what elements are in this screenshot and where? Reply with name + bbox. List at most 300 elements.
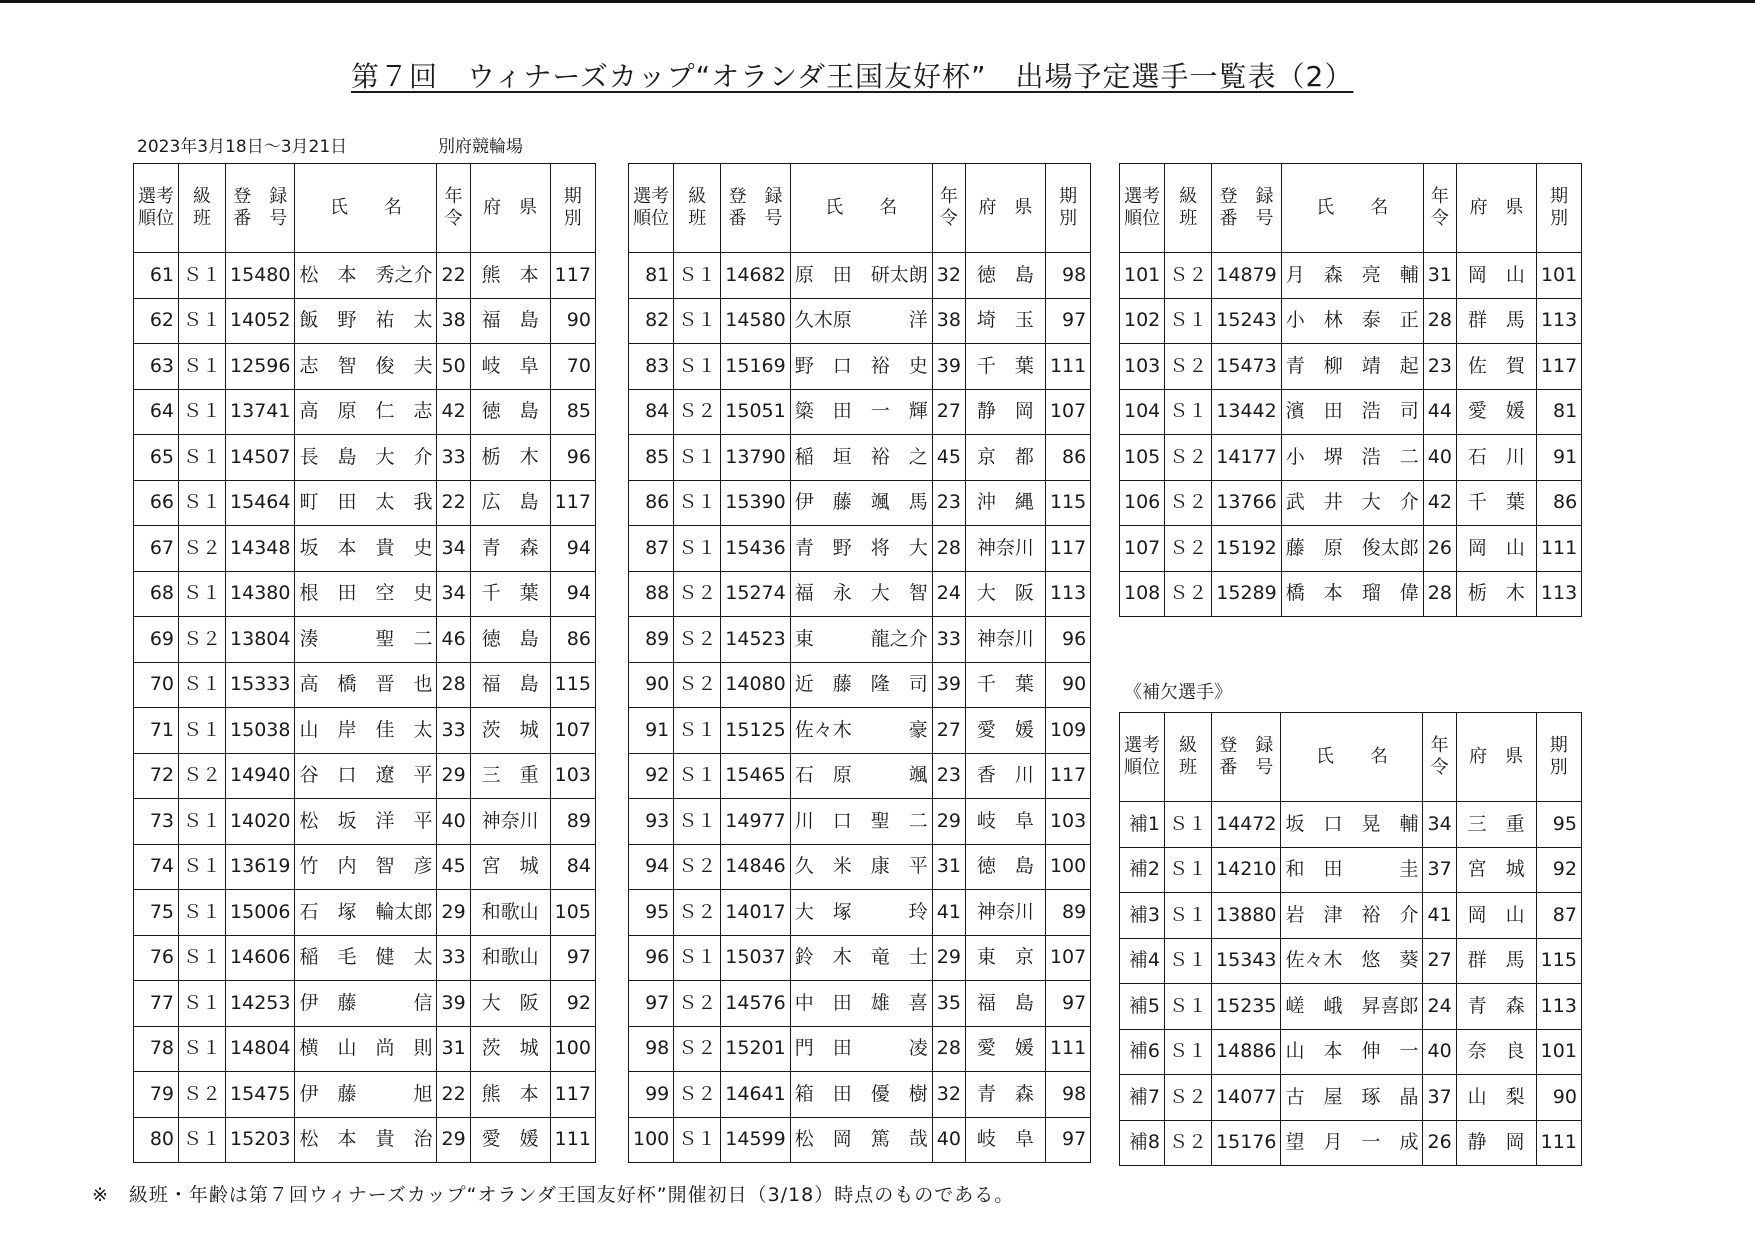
prefecture-cell: 三 重 xyxy=(1456,802,1536,848)
term-cell: 90 xyxy=(1045,662,1090,708)
rank-cell: 100 xyxy=(629,1117,674,1163)
rider-name-cell: 青 柳 靖 起 xyxy=(1281,344,1423,390)
header-rank: 選考 順位 xyxy=(1120,164,1165,253)
term-cell: 100 xyxy=(1045,844,1090,890)
term-cell: 89 xyxy=(1045,890,1090,936)
prefecture-cell: 神奈川 xyxy=(470,799,550,845)
prefecture-cell: 茨 城 xyxy=(470,708,550,754)
class-cell: Ｓ１ xyxy=(179,935,226,981)
age-cell: 28 xyxy=(1423,571,1456,617)
header-age: 年 令 xyxy=(1423,164,1456,253)
rank-cell: 82 xyxy=(629,298,674,344)
rider-name-cell: 谷 口 遼 平 xyxy=(295,753,437,799)
age-cell: 22 xyxy=(437,1072,470,1118)
registration-number-cell: 14380 xyxy=(226,571,295,617)
registration-number-cell: 13880 xyxy=(1212,893,1281,939)
prefecture-cell: 愛 媛 xyxy=(1456,389,1536,435)
term-cell: 115 xyxy=(550,662,595,708)
table-row xyxy=(629,389,1091,435)
rider-name-cell: 古 屋 琢 晶 xyxy=(1281,1075,1423,1121)
age-cell: 39 xyxy=(932,344,965,390)
prefecture-cell: 神奈川 xyxy=(965,617,1045,663)
class-cell: Ｓ１ xyxy=(674,526,721,572)
term-cell: 101 xyxy=(1536,253,1581,299)
rider-name-cell: 松 坂 洋 平 xyxy=(295,799,437,845)
class-cell: Ｓ１ xyxy=(179,480,226,526)
term-cell: 103 xyxy=(550,753,595,799)
prefecture-cell: 福 島 xyxy=(470,298,550,344)
prefecture-cell: 徳 島 xyxy=(470,389,550,435)
table-row xyxy=(629,890,1091,936)
rider-name-cell: 原 田 研太朗 xyxy=(790,253,932,299)
term-cell: 115 xyxy=(1045,480,1090,526)
class-cell: Ｓ１ xyxy=(179,844,226,890)
table-row xyxy=(629,344,1091,390)
term-cell: 113 xyxy=(1536,571,1581,617)
age-cell: 33 xyxy=(437,935,470,981)
rank-cell: 92 xyxy=(629,753,674,799)
substitute-section-label: 《補欠選手》 xyxy=(1124,682,1232,703)
rank-cell: 94 xyxy=(629,844,674,890)
class-cell: Ｓ２ xyxy=(1165,435,1212,481)
table-row xyxy=(629,662,1091,708)
registration-number-cell: 14879 xyxy=(1212,253,1281,299)
prefecture-cell: 千 葉 xyxy=(965,344,1045,390)
term-cell: 92 xyxy=(1536,847,1581,893)
age-cell: 45 xyxy=(437,844,470,890)
rank-cell: 102 xyxy=(1120,298,1165,344)
header-registration-number: 登 録 番 号 xyxy=(1212,164,1281,253)
term-cell: 101 xyxy=(1536,1029,1581,1075)
term-cell: 98 xyxy=(1045,253,1090,299)
rank-cell: 86 xyxy=(629,480,674,526)
rider-name-cell: 山 本 伸 一 xyxy=(1281,1029,1423,1075)
roster-table-61-80 xyxy=(133,163,596,1163)
registration-number-cell: 13804 xyxy=(226,617,295,663)
registration-number-cell: 15473 xyxy=(1212,344,1281,390)
class-cell: Ｓ１ xyxy=(674,1117,721,1163)
table-row xyxy=(1120,938,1582,984)
table-row xyxy=(629,526,1091,572)
term-cell: 117 xyxy=(1536,344,1581,390)
registration-number-cell: 14017 xyxy=(721,890,790,936)
table-row xyxy=(134,708,596,754)
age-cell: 29 xyxy=(932,935,965,981)
class-cell: Ｓ２ xyxy=(674,890,721,936)
age-cell: 40 xyxy=(1423,435,1456,481)
term-cell: 100 xyxy=(550,1026,595,1072)
prefecture-cell: 石 川 xyxy=(1456,435,1536,481)
rank-cell: 65 xyxy=(134,435,179,481)
rider-name-cell: 門 田 凌 xyxy=(790,1026,932,1072)
rank-cell: 101 xyxy=(1120,253,1165,299)
rider-name-cell: 佐々木 悠 葵 xyxy=(1281,938,1423,984)
prefecture-cell: 愛 媛 xyxy=(965,708,1045,754)
rank-cell: 68 xyxy=(134,571,179,617)
class-cell: Ｓ１ xyxy=(1165,984,1212,1030)
age-cell: 39 xyxy=(932,662,965,708)
term-cell: 107 xyxy=(1045,389,1090,435)
registration-number-cell: 15006 xyxy=(226,890,295,936)
rider-name-cell: 松 本 貴 治 xyxy=(295,1117,437,1163)
prefecture-cell: 徳 島 xyxy=(470,617,550,663)
class-cell: Ｓ１ xyxy=(179,981,226,1027)
rider-name-cell: 望 月 一 成 xyxy=(1281,1120,1423,1166)
prefecture-cell: 青 森 xyxy=(1456,984,1536,1030)
rider-name-cell: 岩 津 裕 介 xyxy=(1281,893,1423,939)
rank-cell: 95 xyxy=(629,890,674,936)
table-row xyxy=(134,435,596,481)
table-row xyxy=(134,935,596,981)
rank-cell: 76 xyxy=(134,935,179,981)
term-cell: 111 xyxy=(1045,344,1090,390)
term-cell: 117 xyxy=(550,253,595,299)
term-cell: 86 xyxy=(1536,480,1581,526)
table-row xyxy=(1120,253,1582,299)
age-cell: 26 xyxy=(1423,1120,1456,1166)
age-cell: 34 xyxy=(437,571,470,617)
term-cell: 81 xyxy=(1536,389,1581,435)
rider-name-cell: 川 口 聖 二 xyxy=(790,799,932,845)
rider-name-cell: 飯 野 祐 太 xyxy=(295,298,437,344)
age-cell: 27 xyxy=(1423,938,1456,984)
rank-cell: 85 xyxy=(629,435,674,481)
term-cell: 117 xyxy=(550,1072,595,1118)
table-row xyxy=(629,981,1091,1027)
class-cell: Ｓ１ xyxy=(1165,1029,1212,1075)
registration-number-cell: 14846 xyxy=(721,844,790,890)
rider-name-cell: 和 田 圭 xyxy=(1281,847,1423,893)
rider-name-cell: 藤 原 俊太郎 xyxy=(1281,526,1423,572)
prefecture-cell: 福 島 xyxy=(965,981,1045,1027)
rider-name-cell: 稲 垣 裕 之 xyxy=(790,435,932,481)
rank-cell: 87 xyxy=(629,526,674,572)
rider-name-cell: 鈴 木 竜 士 xyxy=(790,935,932,981)
prefecture-cell: 徳 島 xyxy=(965,844,1045,890)
age-cell: 29 xyxy=(932,799,965,845)
registration-number-cell: 15480 xyxy=(226,253,295,299)
term-cell: 115 xyxy=(1536,938,1581,984)
registration-number-cell: 15201 xyxy=(721,1026,790,1072)
table-row xyxy=(1120,389,1582,435)
rank-cell: 108 xyxy=(1120,571,1165,617)
age-cell: 39 xyxy=(437,981,470,1027)
rank-cell: 74 xyxy=(134,844,179,890)
prefecture-cell: 山 梨 xyxy=(1456,1075,1536,1121)
prefecture-cell: 愛 媛 xyxy=(470,1117,550,1163)
registration-number-cell: 14576 xyxy=(721,981,790,1027)
prefecture-cell: 千 葉 xyxy=(470,571,550,617)
table-row xyxy=(1120,298,1582,344)
term-cell: 87 xyxy=(1536,893,1581,939)
rank-cell: 97 xyxy=(629,981,674,1027)
registration-number-cell: 14052 xyxy=(226,298,295,344)
rider-name-cell: 佐々木 豪 xyxy=(790,708,932,754)
registration-number-cell: 14472 xyxy=(1212,802,1281,848)
rank-cell: 83 xyxy=(629,344,674,390)
event-venue: 別府競輪場 xyxy=(438,137,523,157)
rider-name-cell: 野 口 裕 史 xyxy=(790,344,932,390)
term-cell: 94 xyxy=(550,571,595,617)
header-class: 級 班 xyxy=(179,164,226,253)
rider-name-cell: 簗 田 一 輝 xyxy=(790,389,932,435)
class-cell: Ｓ１ xyxy=(179,1117,226,1163)
rank-cell: 66 xyxy=(134,480,179,526)
header-class: 級 班 xyxy=(674,164,721,253)
prefecture-cell: 広 島 xyxy=(470,480,550,526)
age-cell: 29 xyxy=(437,753,470,799)
age-cell: 28 xyxy=(1423,298,1456,344)
registration-number-cell: 15235 xyxy=(1212,984,1281,1030)
table-row xyxy=(134,844,596,890)
term-cell: 107 xyxy=(550,708,595,754)
registration-number-cell: 15037 xyxy=(721,935,790,981)
rank-cell: 99 xyxy=(629,1072,674,1118)
table-row xyxy=(134,526,596,572)
table-row xyxy=(629,253,1091,299)
registration-number-cell: 14940 xyxy=(226,753,295,799)
rank-cell: 71 xyxy=(134,708,179,754)
registration-number-cell: 15475 xyxy=(226,1072,295,1118)
rider-name-cell: 坂 口 晃 輔 xyxy=(1281,802,1423,848)
term-cell: 94 xyxy=(550,526,595,572)
table-row xyxy=(134,1026,596,1072)
table-row xyxy=(1120,571,1582,617)
registration-number-cell: 14080 xyxy=(721,662,790,708)
age-cell: 50 xyxy=(437,344,470,390)
age-cell: 38 xyxy=(932,298,965,344)
prefecture-cell: 京 都 xyxy=(965,435,1045,481)
term-cell: 86 xyxy=(550,617,595,663)
rider-name-cell: 近 藤 隆 司 xyxy=(790,662,932,708)
header-term: 期 別 xyxy=(1536,713,1581,802)
age-cell: 31 xyxy=(437,1026,470,1072)
header-age: 年 令 xyxy=(932,164,965,253)
registration-number-cell: 15274 xyxy=(721,571,790,617)
event-date: 2023年3月18日～3月21日 xyxy=(137,137,348,157)
class-cell: Ｓ１ xyxy=(674,799,721,845)
class-cell: Ｓ１ xyxy=(179,435,226,481)
prefecture-cell: 青 森 xyxy=(965,1072,1045,1118)
table-row xyxy=(134,253,596,299)
age-cell: 41 xyxy=(1423,893,1456,939)
term-cell: 85 xyxy=(550,389,595,435)
term-cell: 107 xyxy=(1045,935,1090,981)
age-cell: 42 xyxy=(437,389,470,435)
prefecture-cell: 三 重 xyxy=(470,753,550,799)
prefecture-cell: 千 葉 xyxy=(1456,480,1536,526)
age-cell: 27 xyxy=(932,389,965,435)
table-row xyxy=(1120,1029,1582,1075)
rider-name-cell: 伊 藤 颯 馬 xyxy=(790,480,932,526)
table-row xyxy=(134,890,596,936)
rider-name-cell: 武 井 大 介 xyxy=(1281,480,1423,526)
rider-name-cell: 青 野 将 大 xyxy=(790,526,932,572)
age-cell: 32 xyxy=(932,1072,965,1118)
table-row xyxy=(1120,526,1582,572)
age-cell: 42 xyxy=(1423,480,1456,526)
age-cell: 33 xyxy=(437,708,470,754)
age-cell: 26 xyxy=(1423,526,1456,572)
rank-cell: 補3 xyxy=(1120,893,1165,939)
rank-cell: 81 xyxy=(629,253,674,299)
class-cell: Ｓ１ xyxy=(179,571,226,617)
age-cell: 35 xyxy=(932,981,965,1027)
header-prefecture: 府 県 xyxy=(1456,164,1536,253)
term-cell: 97 xyxy=(1045,1117,1090,1163)
rank-cell: 80 xyxy=(134,1117,179,1163)
rank-cell: 補4 xyxy=(1120,938,1165,984)
table-row xyxy=(134,344,596,390)
term-cell: 90 xyxy=(550,298,595,344)
class-cell: Ｓ１ xyxy=(1165,802,1212,848)
term-cell: 90 xyxy=(1536,1075,1581,1121)
rider-name-cell: 高 原 仁 志 xyxy=(295,389,437,435)
rank-cell: 105 xyxy=(1120,435,1165,481)
age-cell: 31 xyxy=(1423,253,1456,299)
registration-number-cell: 15203 xyxy=(226,1117,295,1163)
prefecture-cell: 和歌山 xyxy=(470,890,550,936)
rank-cell: 72 xyxy=(134,753,179,799)
class-cell: Ｓ１ xyxy=(674,298,721,344)
class-cell: Ｓ２ xyxy=(1165,253,1212,299)
table-row xyxy=(1120,344,1582,390)
table-row xyxy=(134,799,596,845)
rank-cell: 98 xyxy=(629,1026,674,1072)
rider-name-cell: 長 島 大 介 xyxy=(295,435,437,481)
prefecture-cell: 栃 木 xyxy=(470,435,550,481)
header-term: 期 別 xyxy=(1536,164,1581,253)
class-cell: Ｓ２ xyxy=(179,526,226,572)
class-cell: Ｓ１ xyxy=(179,253,226,299)
registration-number-cell: 15289 xyxy=(1212,571,1281,617)
term-cell: 109 xyxy=(1045,708,1090,754)
rider-name-cell: 石 原 颯 xyxy=(790,753,932,799)
age-cell: 37 xyxy=(1423,847,1456,893)
registration-number-cell: 14020 xyxy=(226,799,295,845)
registration-number-cell: 14606 xyxy=(226,935,295,981)
header-rider-name: 氏 名 xyxy=(790,164,932,253)
header-rank: 選考 順位 xyxy=(629,164,674,253)
prefecture-cell: 岡 山 xyxy=(1456,893,1536,939)
prefecture-cell: 岐 阜 xyxy=(965,799,1045,845)
header-prefecture: 府 県 xyxy=(965,164,1045,253)
rider-name-cell: 松 本 秀之介 xyxy=(295,253,437,299)
rank-cell: 62 xyxy=(134,298,179,344)
table-row xyxy=(629,753,1091,799)
header-rank: 選考 順位 xyxy=(1120,713,1165,802)
roster-table-81-100 xyxy=(628,163,1091,1163)
registration-number-cell: 13619 xyxy=(226,844,295,890)
rank-cell: 67 xyxy=(134,526,179,572)
class-cell: Ｓ１ xyxy=(674,935,721,981)
registration-number-cell: 15343 xyxy=(1212,938,1281,984)
prefecture-cell: 千 葉 xyxy=(965,662,1045,708)
rank-cell: 107 xyxy=(1120,526,1165,572)
rank-cell: 補2 xyxy=(1120,847,1165,893)
registration-number-cell: 14804 xyxy=(226,1026,295,1072)
rider-name-cell: 伊 藤 旭 xyxy=(295,1072,437,1118)
registration-number-cell: 15464 xyxy=(226,480,295,526)
class-cell: Ｓ１ xyxy=(179,1026,226,1072)
class-cell: Ｓ１ xyxy=(179,890,226,936)
term-cell: 86 xyxy=(1045,435,1090,481)
class-cell: Ｓ２ xyxy=(674,1072,721,1118)
prefecture-cell: 東 京 xyxy=(965,935,1045,981)
term-cell: 97 xyxy=(550,935,595,981)
term-cell: 111 xyxy=(1536,526,1581,572)
header-term: 期 別 xyxy=(550,164,595,253)
term-cell: 111 xyxy=(1536,1120,1581,1166)
table-header-row xyxy=(1120,164,1582,253)
registration-number-cell: 14580 xyxy=(721,298,790,344)
prefecture-cell: 静 岡 xyxy=(965,389,1045,435)
table-row xyxy=(629,935,1091,981)
rider-name-cell: 竹 内 智 彦 xyxy=(295,844,437,890)
registration-number-cell: 12596 xyxy=(226,344,295,390)
header-age: 年 令 xyxy=(437,164,470,253)
age-cell: 29 xyxy=(437,890,470,936)
registration-number-cell: 15436 xyxy=(721,526,790,572)
age-cell: 40 xyxy=(932,1117,965,1163)
prefecture-cell: 岡 山 xyxy=(1456,526,1536,572)
rider-name-cell: 志 智 俊 夫 xyxy=(295,344,437,390)
class-cell: Ｓ２ xyxy=(1165,1120,1212,1166)
rider-name-cell: 月 森 亮 輔 xyxy=(1281,253,1423,299)
age-cell: 28 xyxy=(437,662,470,708)
class-cell: Ｓ１ xyxy=(1165,938,1212,984)
age-cell: 23 xyxy=(1423,344,1456,390)
header-class: 級 班 xyxy=(1165,713,1212,802)
prefecture-cell: 愛 媛 xyxy=(965,1026,1045,1072)
term-cell: 91 xyxy=(1536,435,1581,481)
table-header-row xyxy=(629,164,1091,253)
header-term: 期 別 xyxy=(1045,164,1090,253)
header-rider-name: 氏 名 xyxy=(1281,713,1423,802)
registration-number-cell: 13766 xyxy=(1212,480,1281,526)
registration-number-cell: 14682 xyxy=(721,253,790,299)
table-header-row xyxy=(1120,713,1582,802)
rank-cell: 106 xyxy=(1120,480,1165,526)
rank-cell: 61 xyxy=(134,253,179,299)
rider-name-cell: 石 塚 輪太郎 xyxy=(295,890,437,936)
page-title: 第７回 ウィナーズカップ“オランダ王国友好杯” 出場予定選手一覧表（2） xyxy=(351,60,1354,93)
class-cell: Ｓ２ xyxy=(1165,1075,1212,1121)
class-cell: Ｓ１ xyxy=(674,753,721,799)
term-cell: 92 xyxy=(550,981,595,1027)
age-cell: 24 xyxy=(932,571,965,617)
table-row xyxy=(1120,893,1582,939)
rank-cell: 79 xyxy=(134,1072,179,1118)
rank-cell: 88 xyxy=(629,571,674,617)
rider-name-cell: 坂 本 貴 史 xyxy=(295,526,437,572)
table-row xyxy=(134,389,596,435)
age-cell: 33 xyxy=(932,617,965,663)
registration-number-cell: 14641 xyxy=(721,1072,790,1118)
registration-number-cell: 13741 xyxy=(226,389,295,435)
rank-cell: 78 xyxy=(134,1026,179,1072)
rider-name-cell: 小 林 泰 正 xyxy=(1281,298,1423,344)
term-cell: 117 xyxy=(550,480,595,526)
rider-name-cell: 小 堺 浩 二 xyxy=(1281,435,1423,481)
rank-cell: 91 xyxy=(629,708,674,754)
registration-number-cell: 14177 xyxy=(1212,435,1281,481)
class-cell: Ｓ２ xyxy=(674,1026,721,1072)
rider-name-cell: 根 田 空 史 xyxy=(295,571,437,617)
rank-cell: 73 xyxy=(134,799,179,845)
table-row xyxy=(1120,984,1582,1030)
rank-cell: 補1 xyxy=(1120,802,1165,848)
